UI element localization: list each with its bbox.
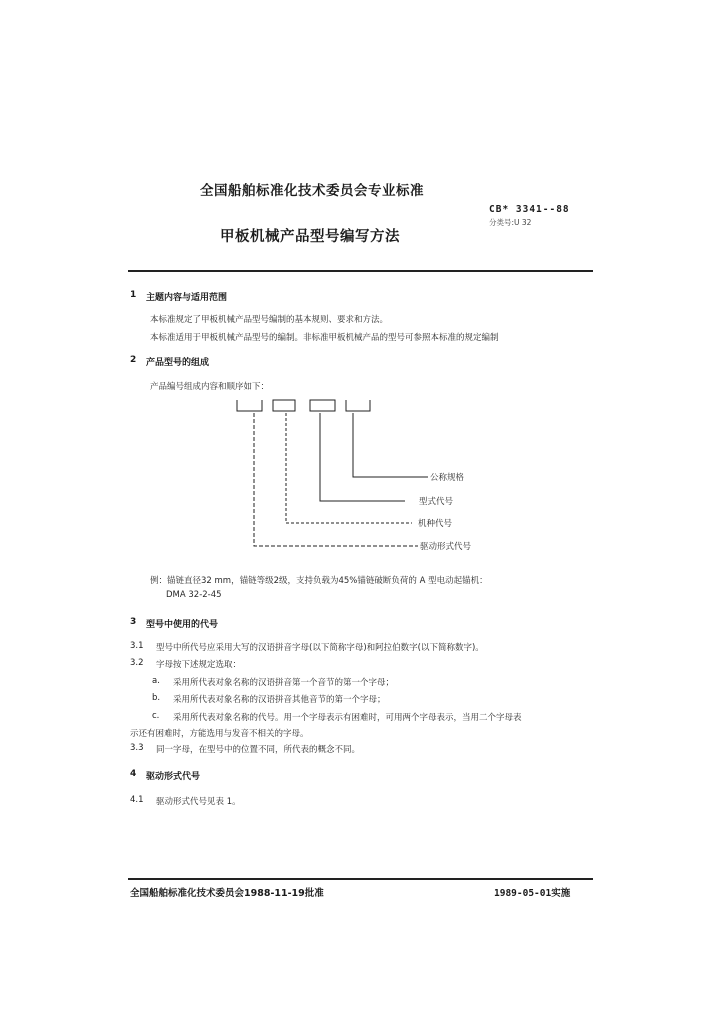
leader-line-type (320, 413, 405, 501)
leader-line-drive (254, 413, 418, 546)
issuing-organization: 全国船舶标准化技术委员会专业标准 (200, 183, 424, 199)
classification-number: 分类号:U 32 (489, 218, 532, 227)
document-title: 甲板机械产品型号编写方法 (220, 229, 400, 245)
label-type-code: 型式代号 (419, 497, 454, 507)
section-4-heading: 驱动形式代号 (146, 772, 201, 782)
example-text: 例：锚链直径32 mm，锚链等级2级，支持负载为45%锚链破断负荷的 A 型电动起锚机： (150, 576, 488, 586)
clause-4-1-number: 4.1 (130, 795, 144, 805)
section-1-paragraph-1: 本标准规定了甲板机械产品型号编制的基本规则、要求和方法。 (150, 315, 389, 325)
item-c-text-line-2: 示还有困难时，方能选用与发音不相关的字母。 (130, 729, 309, 739)
example-code: DMA 32-2-45 (166, 590, 222, 600)
section-2-heading: 产品型号的组成 (146, 358, 210, 368)
item-c-text-line-1: 采用所代表对象名称的代号。用一个字母表示有困难时，可用两个字母表示，当用二个字母表 (173, 713, 522, 723)
section-2-number: 2 (130, 355, 137, 365)
footer-rule (128, 878, 593, 880)
slot-4-bracket (346, 400, 370, 411)
clause-3-2-number: 3.2 (130, 658, 144, 668)
section-1-heading: 主题内容与适用范围 (146, 293, 228, 303)
section-1-number: 1 (130, 290, 137, 300)
slot-3-box (310, 400, 335, 411)
leader-line-spec (353, 413, 428, 477)
label-drive-code: 驱动形式代号 (420, 542, 472, 552)
effective-date: 1989-05-01实施 (494, 888, 571, 899)
section-2-intro: 产品编号组成内容和顺序如下： (150, 382, 270, 392)
item-b-text: 采用所代表对象名称的汉语拼音其他音节的第一个字母； (173, 695, 386, 705)
clause-3-3-number: 3.3 (130, 743, 144, 753)
label-nominal-spec: 公称规格 (430, 473, 465, 483)
item-a-text: 采用所代表对象名称的汉语拼音第一个音节的第一个字母； (173, 678, 395, 688)
clause-4-1-text: 驱动形式代号见表 1。 (156, 797, 241, 807)
section-4-number: 4 (130, 769, 137, 779)
clause-3-1-text: 型号中所代号应采用大写的汉语拼音字母(以下简称字母)和阿拉伯数字(以下简称数字)。 (156, 643, 484, 653)
item-a-marker: a. (152, 676, 160, 686)
approval-statement: 全国船舶标准化技术委员会1988-11-19批准 (130, 888, 324, 899)
section-3-number: 3 (130, 617, 137, 627)
clause-3-1-number: 3.1 (130, 641, 144, 651)
item-c-marker: c. (152, 711, 160, 721)
slot-1-bracket (237, 400, 262, 411)
label-machine-code: 机种代号 (418, 519, 453, 529)
standard-number: CB* 3341--88 (489, 204, 570, 215)
leader-line-machine (286, 413, 412, 523)
section-3-heading: 型号中使用的代号 (146, 620, 219, 630)
clause-3-2-text: 字母按下述规定选取： (156, 660, 242, 670)
clause-3-3-text: 同一字母，在型号中的位置不同，所代表的概念不同。 (156, 745, 361, 755)
section-1-paragraph-2: 本标准适用于甲板机械产品型号的编制。非标准甲板机械产品的型号可参照本标准的规定编制 (150, 333, 499, 343)
slot-2-box (273, 400, 295, 411)
item-b-marker: b. (152, 693, 161, 703)
